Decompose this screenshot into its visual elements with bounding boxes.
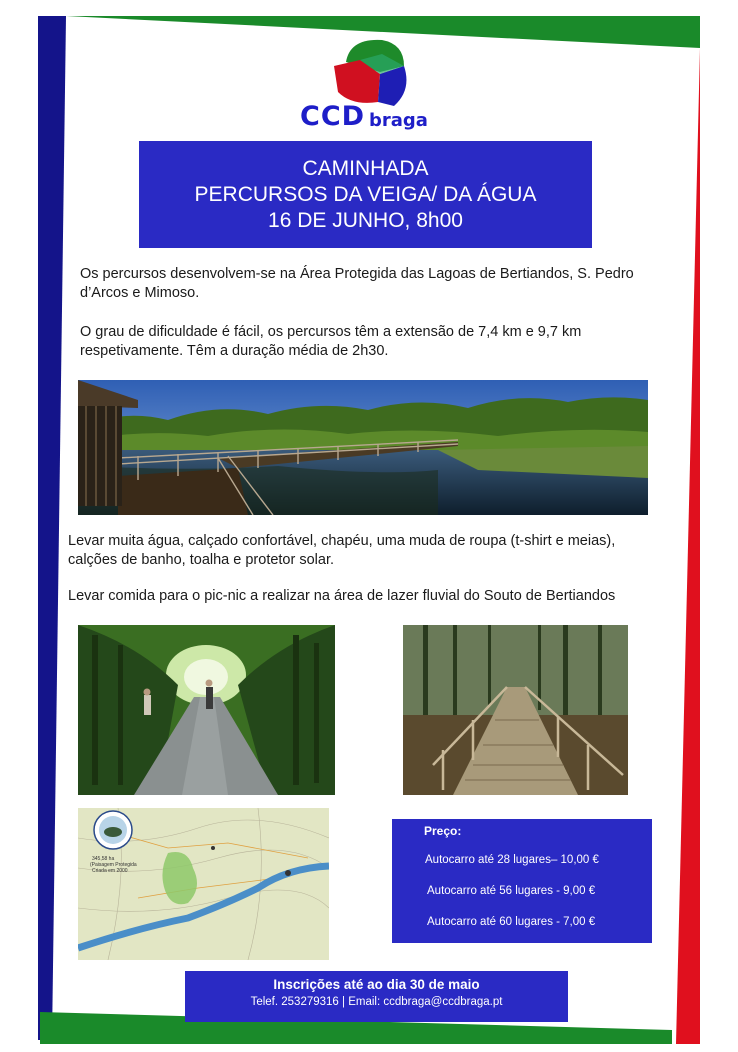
advice-paragraph-items: Levar muita água, calçado confortável, chapéu, uma muda de roupa (t-shirt e meias), calções de banho, toalha e protetor solar. bbox=[68, 533, 616, 568]
logo-braga-text: braga bbox=[369, 110, 428, 131]
left-navy-stripe bbox=[38, 16, 66, 1040]
title-line-2: PERCURSOS DA VEIGA/ DA ÁGUA bbox=[194, 182, 537, 206]
map-area-line-3: Criada em 2000 bbox=[92, 868, 128, 874]
title-line-1: CAMINHADA bbox=[302, 156, 429, 180]
right-red-stripe bbox=[676, 48, 700, 1044]
logo-ccd-text: CCD bbox=[300, 101, 366, 132]
price-item-28-seats: Autocarro até 28 lugares– 10,00 € bbox=[425, 854, 599, 866]
boardwalk-lagoon-photo bbox=[78, 380, 648, 515]
event-title-box bbox=[139, 141, 592, 248]
intro-paragraph-difficulty: O grau de dificuldade é fácil, os percursos têm a extensão de 7,4 km e 9,7 km respetivamente. Têm a duração média de 2h30. bbox=[80, 324, 582, 359]
title-line-3: 16 DE JUNHO, 8h00 bbox=[268, 208, 463, 232]
registration-deadline: Inscrições até ao dia 30 de maio bbox=[273, 977, 480, 992]
tree-tunnel-path-photo bbox=[78, 625, 335, 795]
price-item-56-seats: Autocarro até 56 lugares - 9,00 € bbox=[427, 885, 596, 897]
map-area-line-2: (Paisagem Protegida bbox=[90, 862, 137, 868]
advice-paragraph-picnic: Levar comida para o pic-nic a realizar na área de lazer fluvial do Souto de Bertiandos bbox=[68, 588, 616, 604]
registration-box bbox=[185, 971, 568, 1022]
map-area-line-1: 345,58 ha bbox=[92, 856, 115, 862]
forest-boardwalk-photo bbox=[403, 625, 628, 795]
registration-contact: Telef. 253279316 | Email: ccdbraga@ccdbraga.pt bbox=[250, 996, 503, 1008]
price-info-box bbox=[392, 819, 652, 943]
protected-area-map bbox=[78, 808, 329, 960]
price-item-60-seats: Autocarro até 60 lugares - 7,00 € bbox=[427, 916, 596, 928]
price-title: Preço: bbox=[424, 824, 462, 838]
intro-paragraph-location: Os percursos desenvolvem-se na Área Protegida das Lagoas de Bertiandos, S. Pedro d’Arcos e Mimoso. bbox=[80, 266, 634, 301]
ccd-braga-logo bbox=[300, 101, 440, 139]
